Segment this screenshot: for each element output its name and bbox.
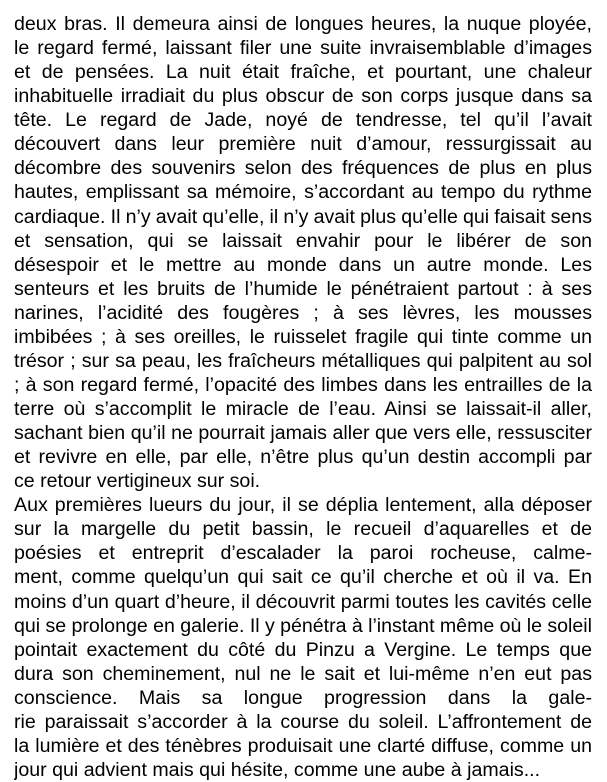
text-line: ce retour vertigineux sur soi. — [14, 470, 261, 493]
text-line: sachant bien qu’il ne pourrait jamais aller que vers elle, ressusciter — [14, 422, 592, 445]
text-line: tête. Le regard de Jade, noyé de tendresse, tel qu’il l’avait — [14, 109, 592, 132]
text-line: rie paraissait s’accorder à la course du soleil. L’affrontement de — [14, 710, 592, 733]
text-line: Aux premières lueurs du jour, il se déplia lentement, alla déposer — [14, 494, 592, 517]
text-line: le regard fermé, laissant filer une suite invraisemblable d’images — [14, 37, 592, 60]
text-line: et sensation, qui se laissait envahir pour le libérer de son — [14, 229, 592, 252]
text-line: jour qui advient mais qui hésite, comme une aube à jamais... — [14, 758, 541, 781]
text-line: découvert dans leur première nuit d’amour, ressurgissait au — [14, 133, 592, 156]
text-line: inhabituelle irradiait du plus obscur de son corps jusque dans sa — [14, 85, 592, 108]
text-line: terre où s’accomplit le miracle de l’eau. Ainsi se laissait-il aller, — [14, 398, 592, 420]
text-line: poésies et entreprit d’escalader la paroi rocheuse, calme- — [14, 542, 592, 565]
text-line: deux bras. Il demeura ainsi de longues heures, la nuque ployée, — [14, 13, 592, 35]
text-line: imbibées ; à ses oreilles, le ruisselet fragile qui tinte comme un — [14, 325, 592, 348]
text-line: ment, comme quelqu’un qui sait ce qu’il cherche et où il va. En — [14, 566, 592, 589]
text-line: sur la margelle du petit bassin, le recueil d’aquarelles et de — [14, 518, 592, 541]
text-line: trésor ; sur sa peau, les fraîcheurs métalliques qui palpitent au sol — [14, 349, 592, 372]
text-line: moins d’un quart d’heure, il découvrit parmi toutes les cavités celle — [14, 590, 592, 613]
text-line: conscience. Mais sa longue progression dans la gale- — [14, 686, 592, 709]
text-line: pointait exactement du côté du Pinzu a Vergine. Le temps que — [14, 638, 592, 661]
text-line: dura son cheminement, nul ne le sait et lui-même n’en eut pas — [14, 662, 592, 685]
text-line: cardiaque. Il n’y avait qu’elle, il n’y avait plus qu’elle qui faisait sens — [14, 205, 592, 228]
paragraph-1 — [14, 12, 592, 493]
text-line: la lumière et des ténèbres produisait une clarté diffuse, comme un — [14, 734, 592, 757]
text-line: qui se prolonge en galerie. Il y pénétra à l’instant même où le soleil — [14, 614, 592, 637]
text-line: hautes, emplissant sa mémoire, s’accordant au tempo du rythme — [14, 181, 592, 204]
text-line: senteurs et les bruits de l’humide le pénétraient partout : à ses — [14, 277, 592, 300]
document-page — [14, 12, 592, 782]
text-line: ; à son regard fermé, l’opacité des limbes dans les entrailles de la — [14, 373, 592, 396]
text-line: désespoir et le mettre au monde dans un autre monde. Les — [14, 253, 592, 276]
text-line: narines, l’acidité des fougères ; à ses lèvres, les mousses — [14, 301, 592, 324]
text-line: et revivre en elle, par elle, n’être plus qu’un destin accompli par — [14, 446, 592, 469]
paragraph-2 — [14, 493, 592, 782]
text-line: et de pensées. La nuit était fraîche, et pourtant, une chaleur — [14, 61, 592, 84]
text-line: décombre des souvenirs selon des fréquences de plus en plus — [14, 157, 592, 180]
